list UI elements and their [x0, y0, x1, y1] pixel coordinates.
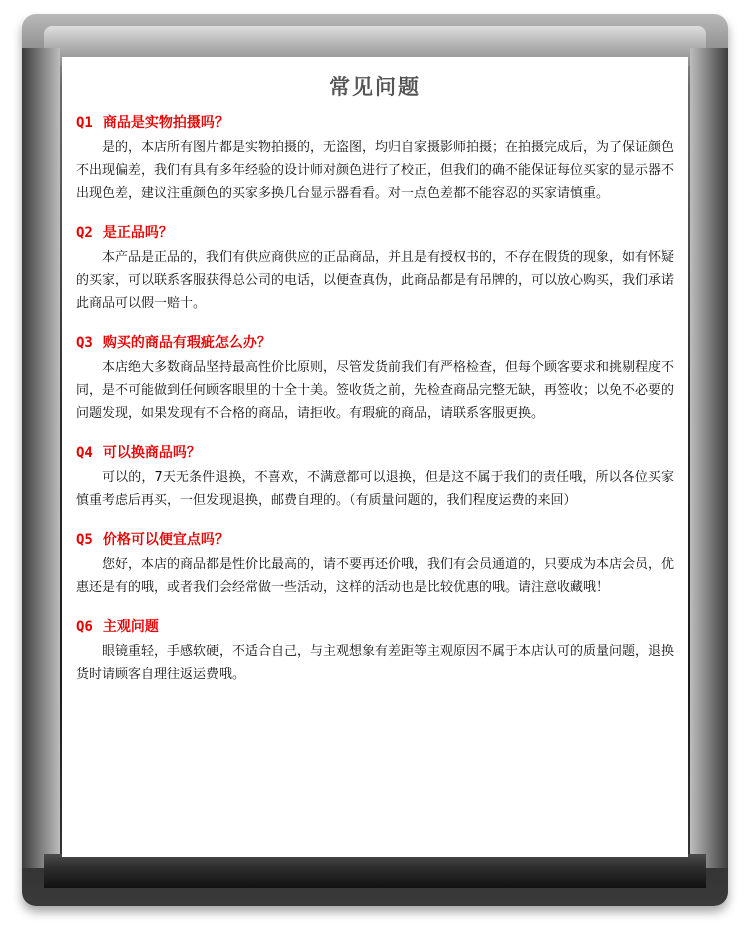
frame-bevel-left [22, 48, 60, 868]
question-text: 可以换商品吗？ [102, 445, 201, 461]
page-title: 常见问题 [329, 75, 421, 99]
faq-item-q3 [76, 333, 674, 425]
faq-question [76, 443, 674, 463]
faq-item-q6 [76, 617, 674, 686]
faq-answer: 本店绝大多数商品坚持最高性价比原则，尽管发货前我们有严格检查，但每个顾客要求和挑剔程度不同，是不可能做到任何顾客眼里的十全十美。签收货之前，先检查商品完整无缺，再签收；以免不必要的问题发现，如果发现有不合格的商品，请拒收。有瑕疵的商品，请联系客服更换。 [76, 360, 675, 421]
faq-answer: 可以的，7天无条件退换，不喜欢，不满意都可以退换，但是这不属于我们的责任哦，所以各位买家慎重考虑后再买，一但发现退换，邮费自理的。（有质量问题的，我们程度运费的来回） [76, 470, 674, 508]
faq-item-q1 [76, 113, 674, 205]
faq-question [76, 223, 674, 243]
faq-question [76, 617, 674, 637]
faq-item-q5 [76, 530, 674, 599]
question-text: 主观问题 [102, 619, 159, 635]
faq-item-q2 [76, 223, 674, 315]
question-number: Q3 [76, 335, 93, 351]
question-text: 价格可以便宜点吗？ [102, 532, 229, 548]
faq-answer: 眼镜重轻，手感软硬，不适合自己，与主观想象有差距等主观原因不属于本店认可的质量问题，退换货时请顾客自理往返运费哦。 [76, 644, 675, 682]
question-number: Q1 [76, 115, 93, 131]
faq-answer: 是的，本店所有图片都是实物拍摄的，无盗图，均归自家摄影师拍摄；在拍摄完成后，为了保证颜色不出现偏差，我们有具有多年经验的设计师对颜色进行了校正，但我们的确不能保证每位买家的显示器不出现色差，建议注重颜色的买家多换几台显示器看看。对一点色差都不能容忍的买家请慎重。 [76, 140, 675, 201]
question-number: Q2 [76, 225, 93, 241]
question-number: Q5 [76, 532, 93, 548]
faq-question [76, 530, 674, 550]
faq-question [76, 113, 674, 133]
faq-item-q4 [76, 443, 674, 512]
faq-panel [62, 57, 688, 857]
faq-answer: 您好，本店的商品都是性价比最高的，请不要再还价哦，我们有会员通道的，只要成为本店会员，优惠还是有的哦，或者我们会经常做一些活动，这样的活动也是比较优惠的哦。请注意收藏哦！ [76, 557, 675, 595]
faq-answer: 本产品是正品的，我们有供应商供应的正品商品，并且是有授权书的，不存在假货的现象，如有怀疑的买家，可以联系客服获得总公司的电话，以便查真伪，此商品都是有吊牌的，可以放心购买，我们承诺此商品可以假一赔十。 [76, 250, 675, 311]
question-number: Q6 [76, 619, 93, 635]
frame-bevel-right [690, 48, 728, 868]
question-text: 购买的商品有瑕疵怎么办？ [102, 335, 271, 351]
question-text: 商品是实物拍摄吗？ [102, 115, 229, 131]
question-number: Q4 [76, 445, 93, 461]
faq-question [76, 333, 674, 353]
frame-bevel-bottom [44, 854, 706, 888]
question-text: 是正品吗？ [102, 225, 173, 241]
